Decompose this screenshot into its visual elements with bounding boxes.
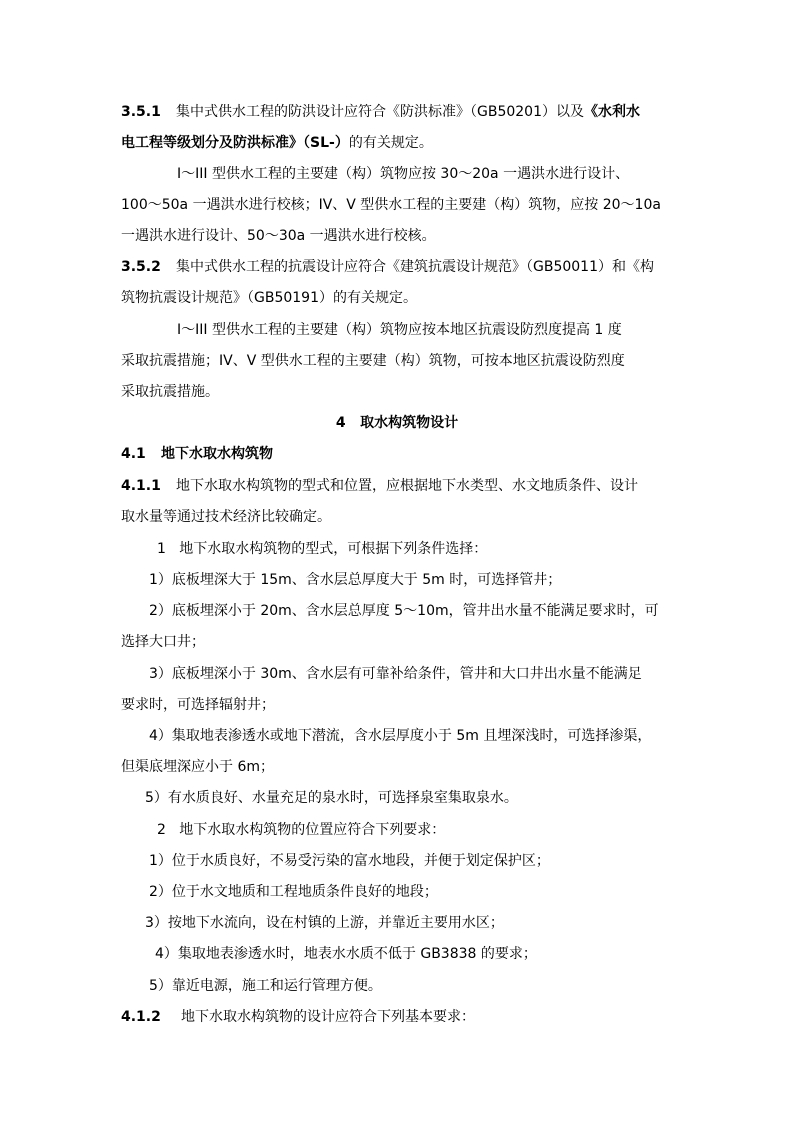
paragraph-line: 取水量等通过技术经济比较确定。 bbox=[121, 509, 331, 525]
standard-title-bold: 电工程等级划分及防洪标准》（SL-） bbox=[121, 135, 349, 151]
list-item: 2）底板埋深小于 20m、含水层总厚度 5～10m，管井出水量不能满足要求时，可 bbox=[149, 603, 659, 619]
chapter-title: 4 取水构筑物设计 bbox=[335, 415, 459, 431]
paragraph-line: 采取抗震措施。 bbox=[121, 384, 219, 400]
clause-3-5-1-line-2 bbox=[121, 133, 433, 153]
list-item: 5）有水质良好、水量充足的泉水时，可选择泉室集取泉水。 bbox=[145, 790, 518, 806]
clause-4-1-2-line-1 bbox=[121, 1007, 475, 1027]
section-number: 4.1 bbox=[121, 446, 146, 462]
clause-number: 4.1.1 bbox=[121, 478, 161, 494]
clause-text: 地下水取水构筑物的型式和位置，应根据地下水类型、水文地质条件、设计 bbox=[176, 478, 638, 494]
paragraph-line: 采取抗震措施；IV、V 型供水工程的主要建（构）筑物，可按本地区抗震设防烈度 bbox=[121, 353, 625, 369]
list-item: 5）靠近电源，施工和运行管理方便。 bbox=[149, 978, 382, 994]
clause-text: 的有关规定。 bbox=[348, 135, 433, 151]
clause-number: 3.5.1 bbox=[121, 104, 161, 120]
list-item: 1）底板埋深大于 15m、含水层总厚度大于 5m 时，可选择管井； bbox=[149, 572, 562, 588]
clause-text: 地下水取水构筑物的设计应符合下列基本要求： bbox=[181, 1009, 475, 1025]
list-item-heading: 1 地下水取水构筑物的型式，可根据下列条件选择： bbox=[157, 541, 488, 557]
section-4-1-heading bbox=[121, 444, 273, 464]
clause-4-1-1-line-1 bbox=[121, 476, 638, 496]
list-item: 4）集取地表渗透水时，地表水水质不低于 GB3838 的要求； bbox=[155, 946, 537, 962]
list-item-continuation: 但渠底埋深应小于 6m； bbox=[121, 759, 274, 775]
paragraph-line: 100～50a 一遇洪水进行校核；IV、V 型供水工程的主要建（构）筑物，应按 20～10a bbox=[121, 197, 661, 213]
clause-number: 3.5.2 bbox=[121, 259, 161, 275]
paragraph-line: 一遇洪水进行设计、50～30a 一遇洪水进行校核。 bbox=[121, 228, 436, 244]
clause-number: 4.1.2 bbox=[121, 1009, 161, 1025]
paragraph-line: 筑物抗震设计规范》（GB50191）的有关规定。 bbox=[121, 290, 417, 306]
clause-text: 集中式供水工程的抗震设计应符合《建筑抗震设计规范》（GB50011）和《构 bbox=[176, 259, 654, 275]
list-item-continuation: 要求时，可选择辐射井； bbox=[121, 697, 275, 713]
list-item: 3）按地下水流向，设在村镇的上游，并靠近主要用水区； bbox=[145, 915, 504, 931]
list-item: 1）位于水质良好，不易受污染的富水地段，并便于划定保护区； bbox=[149, 853, 550, 869]
paragraph-line: I～III 型供水工程的主要建（构）筑物应按 30～20a 一遇洪水进行设计、 bbox=[177, 166, 630, 182]
list-item: 4）集取地表渗透水或地下潜流，含水层厚度小于 5m 且埋深浅时，可选择渗渠， bbox=[149, 728, 652, 744]
section-title: 地下水取水构筑物 bbox=[161, 446, 273, 462]
list-item: 2）位于水文地质和工程地质条件良好的地段； bbox=[149, 884, 438, 900]
standard-title-bold: 《水利水 bbox=[584, 104, 640, 120]
clause-text: 集中式供水工程的防洪设计应符合《防洪标准》（GB50201）以及 bbox=[176, 104, 584, 120]
clause-3-5-1-line-1 bbox=[121, 102, 640, 122]
list-item-continuation: 选择大口井； bbox=[121, 634, 205, 650]
list-item: 3）底板埋深小于 30m、含水层有可靠补给条件，管井和大口井出水量不能满足 bbox=[149, 666, 642, 682]
clause-3-5-2-line-1 bbox=[121, 257, 654, 277]
list-item-heading: 2 地下水取水构筑物的位置应符合下列要求： bbox=[157, 822, 446, 838]
paragraph-line: I～III 型供水工程的主要建（构）筑物应按本地区抗震设防烈度提高 1 度 bbox=[177, 322, 622, 338]
